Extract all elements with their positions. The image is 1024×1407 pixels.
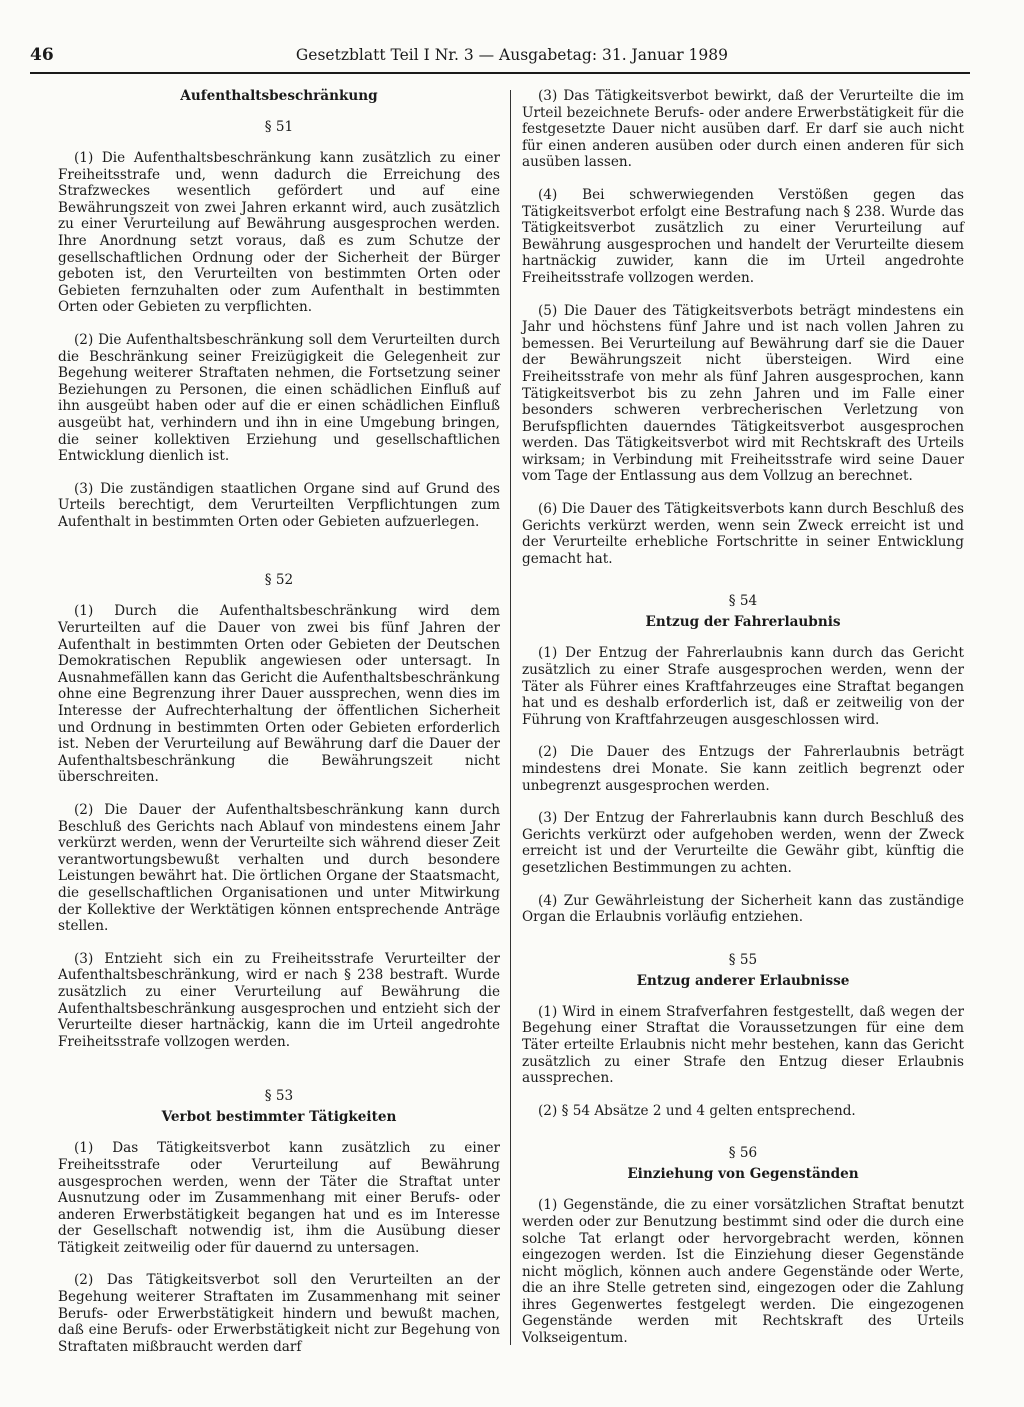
section-heading: Verbot bestimmter Tätigkeiten — [161, 1109, 397, 1126]
paragraph: (3) Entzieht sich ein zu Freiheitsstrafe Verurteilter der Aufenthaltsbeschränkung, wird er nach § 238 bestraft. Wurde zusätzlich zu einer Verurteilung auf Bewährung die Aufenthaltsbeschränkung ausgesprochen und entzieht sich der Verurteilte dieser hartnäckig, kann die im Urteil angedrohte Freiheitsstrafe vollzogen werden. — [58, 950, 500, 1050]
header-rule — [30, 72, 970, 74]
paragraph: (5) Die Dauer des Tätigkeitsverbots beträgt mindestens ein Jahr und höchstens fünf Jahre und ist nach vollen Jahren zu bemessen. Bei Verurteilung auf Bewährung darf sie die Dauer der Bewährungszeit nicht übersteigen. Wird eine Freiheitsstrafe von mehr als fünf Jahren ausgesprochen, kann Tätigkeitsverbot bis zu zehn Jahren und im Falle einer besonders schweren verbrecherischen Verletzung von Berufspflichten dauerndes Tätigkeitsverbot ausgesprochen werden. Das Tätigkeitsverbot wird mit Rechtskraft des Urteils wirksam; in Verbindung mit Freiheitsstrafe wird seine Dauer vom Tage der Entlassung aus dem Vollzug an berechnet. — [522, 302, 964, 485]
paragraph: (2) Die Aufenthaltsbeschränkung soll dem Verurteilten durch die Beschränkung seiner Freizügigkeit die Gelegenheit zur Begehung weiterer Straftaten nehmen, die Fortsetzung seiner Beziehungen zu Personen, die einen schädlichen Einfluß auf ihn ausgeübt haben oder auf die er einen schädlichen Einfluß ausgeübt hat, verhindern und ihn in eine Umgebung bringen, die seiner kollektiven Erziehung und gesellschaftlichen Entwicklung dienlich ist. — [58, 331, 500, 465]
paragraph: (1) Gegenstände, die zu einer vorsätzlichen Straftat benutzt werden oder zur Benutzung bestimmt sind oder die durch eine solche Tat erlangt oder hervorgebracht werden, können eingezogen werden. Ist die Einziehung dieser Gegenstände nicht möglich, können auch andere Gegenstände oder Werte, die an ihre Stelle getreten sind, eingezogen oder die Zahlung ihres Gegenwertes festgelegt werden. Die eingezogenen Gegenstände werden mit Rechtskraft des Urteils Volkseigentum. — [522, 1197, 964, 1347]
paragraph: (1) Die Aufenthaltsbeschränkung kann zusätzlich zu einer Freiheitsstrafe und, wenn dadurch die Erreichung des Strafzweckes wesentlich gefördert und auf eine Bewährungszeit von zwei Jahren erkannt wird, auch zusätzlich zu einer Verurteilung auf Bewährung ausgesprochen werden. Ihre Anordnung setzt voraus, daß es zum Schutze der gesellschaftlichen Ordnung oder der Sicherheit der Bürger geboten ist, den Verurteilten von bestimmten Orten oder Gebieten fernzuhalten oder zum Aufenthalt in bestimmten Orten oder Gebieten zu verpflichten. — [58, 150, 500, 316]
column-divider — [510, 90, 511, 1345]
section-number: § 51 — [264, 119, 294, 135]
paragraph: (2) § 54 Absätze 2 und 4 gelten entsprechend. — [538, 1102, 856, 1119]
section-heading: Einziehung von Gegenständen — [627, 1166, 859, 1183]
paragraph: (1) Das Tätigkeitsverbot kann zusätzlich zu einer Freiheitsstrafe oder Verurteilung auf Bewährung ausgesprochen werden, wenn der Täter die Straftat unter Ausnutzung oder im Zusammenhang mit einer Berufs- oder anderen Erwerbstätigkeit begangen hat und es im Interesse der Gesellschaft notwendig ist, ihm die Ausübung dieser Tätigkeit zeitweilig oder für dauernd zu untersagen. — [58, 1140, 500, 1256]
paragraph: (2) Die Dauer des Entzugs der Fahrerlaubnis beträgt mindestens drei Monate. Sie kann zeitlich begrenzt oder unbegrenzt ausgesprochen werden. — [522, 744, 964, 794]
paragraph: (4) Bei schwerwiegenden Verstößen gegen das Tätigkeitsverbot erfolgt eine Bestrafung nach § 238. Wurde das Tätigkeitsverbot zusätzlich zu einer Verurteilung auf Bewährung ausgesprochen und handelt der Verurteilte diesem hartnäckig zuwider, kann die im Urteil angedrohte Freiheitsstrafe vollzogen werden. — [522, 186, 964, 286]
paragraph: (4) Zur Gewährleistung der Sicherheit kann das zuständige Organ die Erlaubnis vorläufig entziehen. — [522, 892, 964, 926]
paragraph: (2) Die Dauer der Aufenthaltsbeschränkung kann durch Beschluß des Gerichts nach Ablauf von mindestens einem Jahr verkürzt werden, wenn der Verurteilte sich während dieser Zeit verantwortungsbewußt verhalten und durch besondere Leistungen bewährt hat. Die örtlichen Organe der Staatsmacht, die gesellschaftlichen Organisationen und unter Mitwirkung der Kollektive der Werktätigen können entsprechende Anträge stellen. — [58, 802, 500, 935]
paragraph: (1) Der Entzug der Fahrerlaubnis kann durch das Gericht zusätzlich zu einer Strafe ausgesprochen werden, wenn der Täter als Führer eines Kraftfahrzeuges eine Straftat begangen hat und es deshalb erforderlich ist, daß er zeitweilig von der Führung von Kraftfahrzeugen ausgeschlossen wird. — [522, 645, 964, 728]
header-title: Gesetzblatt Teil I Nr. 3 — Ausgabetag: 31. Januar 1989 — [295, 46, 728, 64]
section-number: § 52 — [264, 572, 294, 589]
paragraph: (3) Das Tätigkeitsverbot bewirkt, daß der Verurteilte die im Urteil bezeichnete Berufs- oder andere Erwerbstätigkeit für die festgesetzte Dauer nicht ausüben darf. Er darf sie auch nicht für einen anderen ausüben oder durch einen anderen für sich ausüben lassen. — [522, 88, 964, 171]
section-number: § 53 — [264, 1088, 294, 1105]
section-heading: Entzug der Fahrerlaubnis — [645, 614, 841, 631]
section-number: § 55 — [728, 951, 758, 968]
paragraph: (1) Durch die Aufenthaltsbeschränkung wird dem Verurteilten auf die Dauer von zwei bis fünf Jahren der Aufenthalt in bestimmten Orten oder Gebieten der Deutschen Demokratischen Republik angewiesen oder untersagt. In Ausnahmefällen kann das Gericht die Aufenthaltsbeschränkung ohne eine Begrenzung ihrer Dauer aussprechen, wenn dies im Interesse der Aufrechterhaltung der öffentlichen Sicherheit und Ordnung in bestimmten Orten oder Gebieten erforderlich ist. Neben der Verurteilung auf Bewährung darf die Dauer der Aufenthaltsbeschränkung die Bewährungszeit nicht überschreiten. — [58, 603, 500, 786]
paragraph: (6) Die Dauer des Tätigkeitsverbots kann durch Beschluß des Gerichts verkürzt werden, wenn sein Zweck erreicht ist und der Verurteilte erhebliche Fortschritte in seiner Entwicklung gemacht hat. — [522, 501, 964, 567]
page-header — [30, 44, 728, 68]
paragraph: (3) Der Entzug der Fahrerlaubnis kann durch Beschluß des Gerichts verkürzt oder aufgehoben werden, wenn der Zweck erreicht ist und der Verurteilte die Gewähr gibt, künftig die gesetzlichen Bestimmungen zu achten. — [522, 810, 964, 876]
section-heading: Entzug anderer Erlaubnisse — [636, 972, 850, 989]
left-column — [58, 88, 500, 1355]
paragraph: (2) Das Tätigkeitsverbot soll den Verurteilten an der Begehung weiterer Straftaten im Zusammenhang mit seiner Berufs- oder Erwerbstätigkeit hindern und bewußt machen, daß eine Berufs- oder Erwerbstätigkeit nicht zur Begehung von Straftaten mißbraucht werden darf — [58, 1272, 500, 1355]
paragraph: (1) Wird in einem Strafverfahren festgestellt, daß wegen der Begehung einer Straftat die Voraussetzungen für eine dem Täter erteilte Erlaubnis nicht mehr bestehen, kann das Gericht zusätzlich zu einer Strafe den Entzug dieser Erlaubnis aussprechen. — [522, 1003, 964, 1087]
section-number: § 56 — [728, 1145, 758, 1162]
page-number: 46 — [30, 45, 54, 65]
right-column — [522, 88, 964, 1347]
section-number: § 54 — [728, 593, 758, 610]
paragraph: (3) Die zuständigen staatlichen Organe sind auf Grund des Urteils berechtigt, dem Verurteilten Verpflichtungen zum Aufenthalt in bestimmten Orten oder Gebieten aufzuerlegen. — [58, 480, 500, 530]
section-heading: Aufenthaltsbeschränkung — [180, 88, 378, 104]
